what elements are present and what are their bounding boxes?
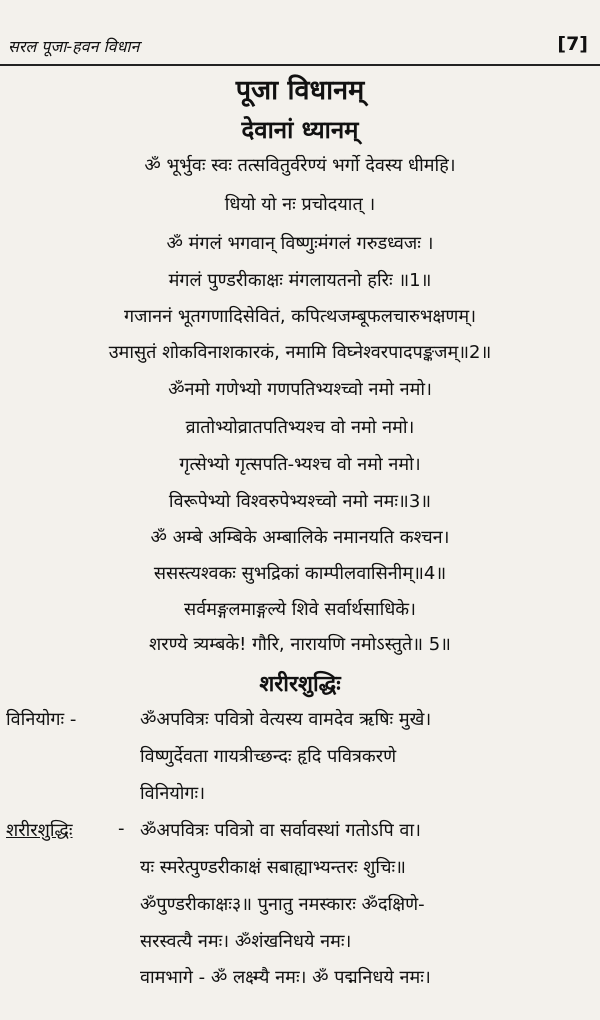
viniyoga-label: विनियोगः - xyxy=(6,709,77,730)
section-heading: शरीरशुद्धिः xyxy=(259,672,341,697)
shuddhi-line: ॐपुण्डरीकाक्षः३॥ पुनातु नमस्कारः ॐदक्षिणे- xyxy=(140,894,425,915)
shuddhi-line: सरस्वत्यै नमः। ॐशंखनिधये नमः। xyxy=(140,931,352,952)
verse-line: गृत्सेभ्यो गृत्सपति-भ्यश्च वो नमो नमो। xyxy=(179,454,421,475)
page-number: [7] xyxy=(557,33,588,55)
verse-line: व्रातोभ्योव्रातपतिभ्यश्च वो नमो नमो। xyxy=(185,417,415,438)
shuddhi-line: ॐअपवित्रः पवित्रो वा सर्वावस्थां गतोऽपि वा। xyxy=(140,820,421,841)
viniyoga-line: विष्णुर्देवता गायत्रीच्छन्दः हृदि पवित्रकरणे xyxy=(140,746,397,767)
shuddhi-line: यः स्मरेत्पुण्डरीकाक्षं सबाह्याभ्यन्तरः शुचिः॥ xyxy=(140,857,406,878)
verse-line: ससस्त्यश्वकः सुभद्रिकां काम्पीलवासिनीम्॥4॥ xyxy=(153,563,447,584)
viniyoga-line: ॐअपवित्रः पवित्रो वेत्यस्य वामदेव ऋषिः मुखे। xyxy=(140,709,432,730)
shuddhi-line: वामभागे - ॐ लक्ष्म्यै नमः। ॐ पद्मनिधये नमः। xyxy=(140,967,431,988)
verse-line: गजाननं भूतगणादिसेवितं, कपित्थजम्बूफलचारुभक्षणम्। xyxy=(123,306,477,327)
verse-line: मंगलं पुण्डरीकाक्षः मंगलायतनो हरिः ॥1॥ xyxy=(168,270,432,291)
main-title: पूजा विधानम् xyxy=(235,75,365,106)
verse-line: शरण्ये त्र्यम्बके! गौरि, नारायणि नमोऽस्तुते॥ 5॥ xyxy=(149,634,451,655)
verse-line: उमासुतं शोकविनाशकारकं, नमामि विघ्नेश्वरपादपङ्कजम्॥2॥ xyxy=(108,342,492,363)
verse-line: ॐ अम्बे अम्बिके अम्बालिके नमानयति कश्चन। xyxy=(150,527,450,548)
subtitle: देवानां ध्यानम् xyxy=(241,116,359,144)
page-header xyxy=(0,30,600,66)
verse-line: सर्वमङ्गलमाङ्गल्ये शिवे सर्वार्थसाधिके। xyxy=(184,599,416,620)
shuddhi-dash: - xyxy=(118,818,125,839)
verse-line: ॐ मंगलं भगवान् विष्णुःमंगलं गरुडध्वजः । xyxy=(166,233,434,254)
verse-line: विरूपेभ्यो विश्वरुपेभ्यश्च्वो नमो नमः॥3॥ xyxy=(168,491,432,512)
verse-line: ॐ भूर्भुवः स्वः तत्सवितुर्वरेण्यं भर्गो देवस्य धीमहि। xyxy=(144,155,456,176)
verse-line: धियो यो नः प्रचोदयात् । xyxy=(224,194,376,215)
shuddhi-label: शरीरशुद्धिः xyxy=(6,820,73,841)
running-title: सरल पूजा-हवन विधान xyxy=(8,37,140,56)
viniyoga-line: विनियोगः। xyxy=(140,783,206,804)
verse-line: ॐनमो गणेभ्यो गणपतिभ्यश्च्वो नमो नमो। xyxy=(168,379,432,400)
